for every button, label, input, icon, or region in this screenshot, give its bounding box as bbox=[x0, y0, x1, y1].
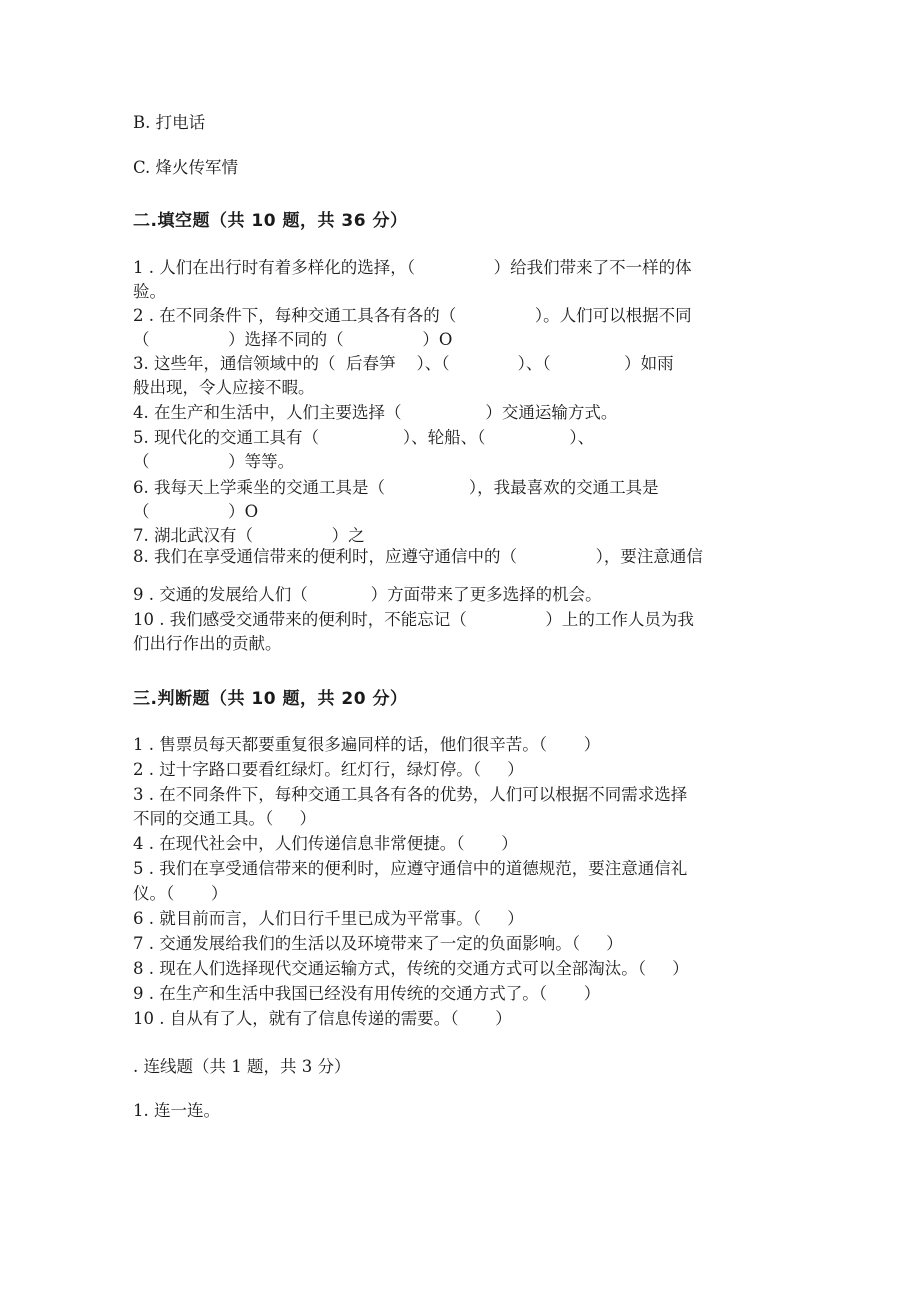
fill-in-line: 验。 bbox=[133, 282, 166, 301]
fill-in-line: 7. 湖北武汉有（ ）之 bbox=[133, 526, 365, 545]
fill-in-line: （ ）选择不同的（ ）O bbox=[133, 330, 453, 349]
fill-in-line: 10 . 我们感受交通带来的便利时，不能忘记（ ）上的工作人员为我 bbox=[133, 610, 694, 629]
section-heading-fill-in: 二.填空题（共 10 题，共 36 分） bbox=[133, 211, 408, 231]
fill-in-line: 8. 我们在享受通信带来的便利时，应遵守通信中的（ ），要注意通信 bbox=[133, 547, 703, 566]
true-false-line: 3 . 在不同条件下，每种交通工具各有各的优势，人们可以根据不同需求选择 bbox=[133, 785, 688, 804]
true-false-line: 7 . 交通发展给我们的生活以及环境带来了一定的负面影响。（ ） bbox=[133, 934, 623, 953]
fill-in-line: 1 . 人们在出行时有着多样化的选择，（ ）给我们带来了不一样的体 bbox=[133, 258, 692, 277]
fill-in-line: 4. 在生产和生活中，人们主要选择（ ）交通运输方式。 bbox=[133, 403, 618, 422]
section-heading-true-false: 三.判断题（共 10 题，共 20 分） bbox=[133, 689, 408, 709]
fill-in-line: （ ）O bbox=[133, 502, 259, 521]
true-false-line: 10 . 自从有了人，就有了信息传递的需要。（ ） bbox=[133, 1009, 512, 1028]
matching-line: 1. 连一连。 bbox=[133, 1101, 220, 1120]
true-false-line: 仪。（ ） bbox=[133, 884, 228, 903]
fill-in-line: 5. 现代化的交通工具有（ ）、轮船、（ ）、 bbox=[133, 428, 595, 447]
true-false-line: 5 . 我们在享受通信带来的便利时，应遵守通信中的道德规范，要注意通信礼 bbox=[133, 859, 688, 878]
option-c: C. 烽火传军情 bbox=[133, 158, 239, 177]
fill-in-line: （ ）等等。 bbox=[133, 452, 295, 471]
true-false-line: 6 . 就目前而言，人们日行千里已成为平常事。（ ） bbox=[133, 909, 524, 928]
fill-in-line: 们出行作出的贡献。 bbox=[133, 634, 282, 653]
fill-in-line: 6. 我每天上学乘坐的交通工具是（ ），我最喜欢的交通工具是 bbox=[133, 478, 659, 497]
fill-in-line: 3. 这些年，通信领域中的（ 后春笋 ）、（ ）、（ ）如雨 bbox=[133, 354, 674, 373]
true-false-line: 4 . 在现代社会中，人们传递信息非常便捷。（ ） bbox=[133, 834, 518, 853]
true-false-line: 不同的交通工具。（ ） bbox=[133, 809, 316, 828]
true-false-line: 9 . 在生产和生活中我国已经没有用传统的交通方式了。（ ） bbox=[133, 984, 601, 1003]
fill-in-line: 般出现，令人应接不暇。 bbox=[133, 378, 315, 397]
true-false-line: 8 . 现在人们选择现代交通运输方式，传统的交通方式可以全部淘汰。（ ） bbox=[133, 959, 689, 978]
fill-in-line: 9 . 交通的发展给人们（ ）方面带来了更多选择的机会。 bbox=[133, 585, 602, 604]
true-false-line: 2 . 过十字路口要看红绿灯。红灯行，绿灯停。（ ） bbox=[133, 760, 524, 779]
true-false-line: 1 . 售票员每天都要重复很多遍同样的话，他们很辛苦。（ ） bbox=[133, 735, 601, 754]
fill-in-line: 2 . 在不同条件下，每种交通工具各有各的（ ）。人们可以根据不同 bbox=[133, 306, 692, 325]
option-b: B. 打电话 bbox=[133, 113, 206, 132]
section-heading-matching: . 连线题（共 1 题，共 3 分） bbox=[133, 1057, 351, 1076]
